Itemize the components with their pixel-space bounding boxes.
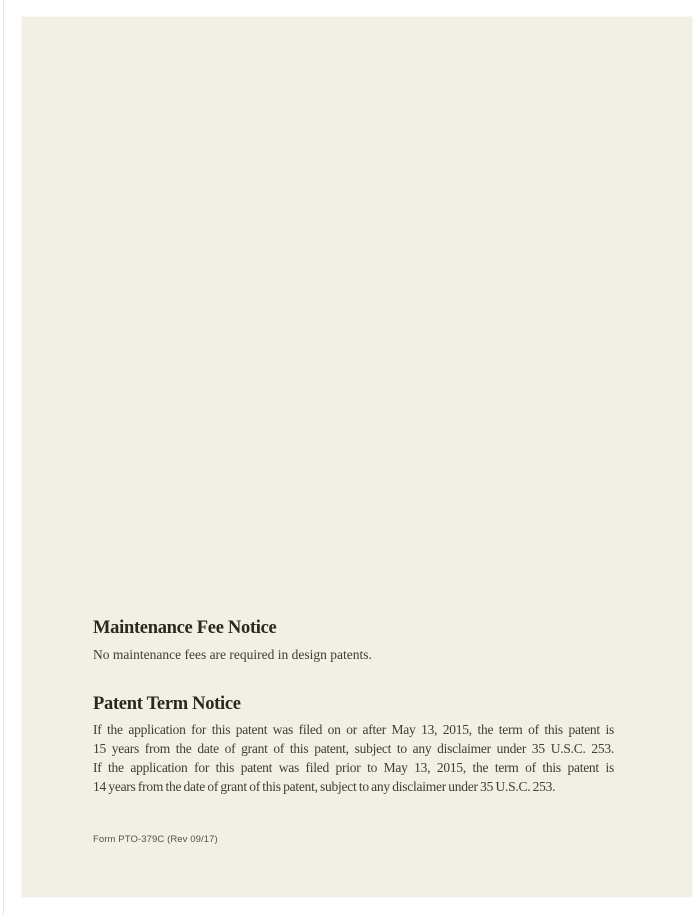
patent-term-line: If the application for this patent was filed on or after May 13, 2015, the term of this patent is <box>93 722 614 737</box>
form-number-label: Form PTO-379C (Rev 09/17) <box>93 834 218 845</box>
maintenance-fee-notice-body: No maintenance fees are required in design patents. <box>93 647 372 662</box>
patent-notice-page <box>22 17 692 897</box>
patent-term-notice-heading: Patent Term Notice <box>93 694 241 714</box>
patent-term-line: 14 years from the date of grant of this patent, subject to any disclaimer under 35 U.S.C. 253. <box>93 779 556 794</box>
patent-term-line: 15 years from the date of grant of this patent, subject to any disclaimer under 35 U.S.C. 253. <box>93 741 614 756</box>
patent-term-line: If the application for this patent was filed prior to May 13, 2015, the term of this patent is <box>93 760 614 775</box>
patent-term-notice-paragraph <box>93 720 614 796</box>
viewer-edge-divider <box>3 0 4 915</box>
maintenance-fee-notice-heading: Maintenance Fee Notice <box>93 618 277 638</box>
